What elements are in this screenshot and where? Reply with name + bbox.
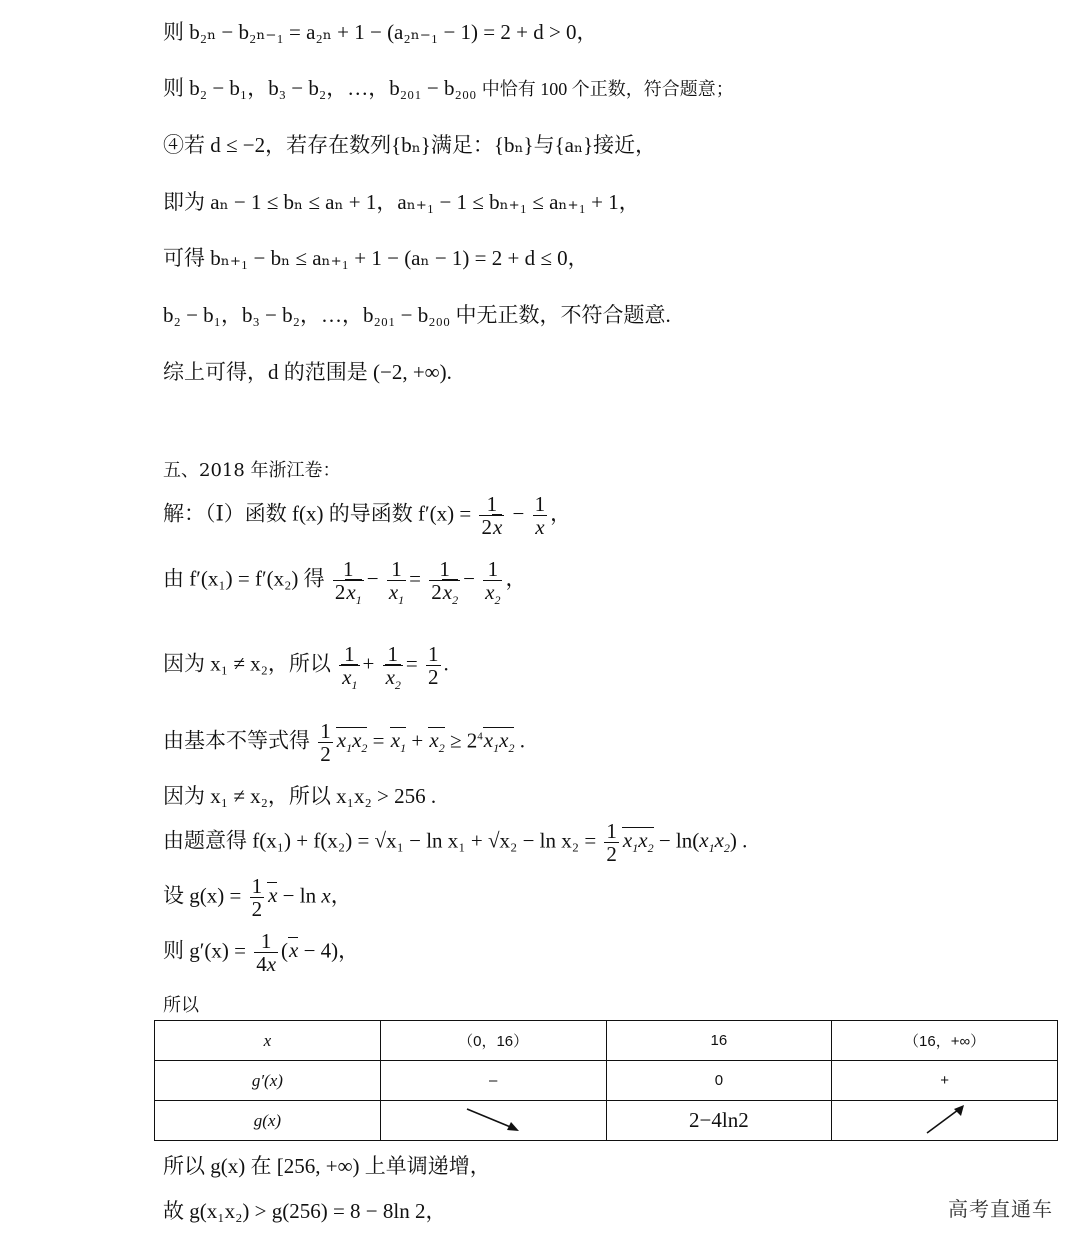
monotonicity-table <box>154 1020 1058 1141</box>
solution-line-7: 设 g(x) = $\frac{1}{2}$ x − ln x， <box>163 874 352 922</box>
fraction-d: $\frac{1}{x_2}$ <box>485 557 501 608</box>
value-minimum: 2−4ln2 <box>689 1108 749 1132</box>
decreasing-arrow-icon <box>463 1105 523 1133</box>
fraction-e: $\frac{1}{x_1}$ <box>339 643 359 688</box>
table-cell <box>606 1061 832 1101</box>
line-6-text: b₂ − b₁，b₃ − b₂，…，b₂₀₁ − b₂₀₀ 中无正数，不符合题意. <box>163 303 671 327</box>
table-cell <box>380 1061 606 1101</box>
solution-line-2-text: 由 f′(x₁) = f′(x₂) 得 <box>163 566 325 591</box>
line-2 <box>163 78 734 99</box>
section-heading <box>163 462 341 480</box>
solution-line-3-text: 因为 x₁ ≠ x₂，所以 <box>163 651 331 676</box>
fraction-b: $\frac{1}{x_1}$ <box>388 557 405 608</box>
table-row <box>155 1061 1058 1101</box>
table-cell <box>832 1021 1058 1061</box>
table-cell <box>832 1061 1058 1101</box>
fraction-g: $\frac{1}{2}$ <box>428 642 439 690</box>
solution-line-5-text: 因为 x₁ ≠ x₂，所以 x₁x₂ > 256 . <box>163 784 437 808</box>
increasing-arrow-icon <box>923 1102 967 1136</box>
sign-negative: – <box>488 1072 498 1089</box>
fraction-j: $\frac{1}{2}$ <box>251 874 263 922</box>
fraction-1-over-2sqrtx: $\frac{1}{2x}$ <box>481 492 503 540</box>
line-4 <box>163 192 640 213</box>
fraction-k: $\frac{1}{4x}$ <box>256 929 277 977</box>
solution-line-11 <box>163 1201 446 1222</box>
header-interval-1: （0，16） <box>458 1033 529 1050</box>
line-3 <box>163 135 656 156</box>
fraction-f: $\frac{1}{x_2}$ <box>383 643 403 688</box>
solution-line-10 <box>163 1156 491 1177</box>
line-1 <box>163 22 598 43</box>
line-4-text: 即为 aₙ − 1 ≤ bₙ ≤ aₙ + 1，aₙ₊₁ − 1 ≤ bₙ₊₁ ≤ aₙ₊₁ + 1， <box>163 190 640 214</box>
solution-line-4-text: 由基本不等式得 <box>163 728 310 753</box>
solution-line-5 <box>163 786 436 807</box>
table-cell <box>606 1021 832 1061</box>
table-cell <box>380 1101 606 1141</box>
solution-line-7-text: 设 g(x) = <box>163 883 242 908</box>
sign-positive: + <box>940 1072 949 1089</box>
table-cell <box>380 1021 606 1061</box>
solution-line-6-text: 由题意得 f(x₁) + f(x₂) = √x₁ − ln x₁ + √x₂ − ln x₂ = <box>163 828 597 853</box>
fraction-h: $\frac{1}{2}$ <box>320 719 331 767</box>
table-cell <box>155 1061 381 1101</box>
solution-line-8-text: 则 g′(x) = <box>163 938 246 963</box>
header-x: x <box>263 1030 272 1050</box>
table-cell <box>606 1101 832 1141</box>
header-16: 16 <box>710 1032 728 1049</box>
solution-line-8: 则 g′(x) = $\frac{1}{4x}$ (x − 4)， <box>163 929 360 977</box>
solution-line-9 <box>163 997 199 1015</box>
solution-line-1-text: 解：（Ⅰ）函数 f(x) 的导函数 f′(x) = <box>163 501 472 526</box>
line-3-text: ④若 d ≤ −2，若存在数列{bₙ}满足：{bₙ}与{aₙ}接近， <box>163 133 657 157</box>
value-zero: 0 <box>714 1072 724 1089</box>
fraction-a: $\frac{1}{2x_1}$ <box>334 557 362 608</box>
header-interval-2: （16，+∞） <box>904 1033 986 1050</box>
solution-line-2: 由 f′(x₁) = f′(x₂) 得 $\frac{1}{2x_1}$ − $\frac{1}{x_1}$ = $\frac{1}{2x_2}$ − $\frac{1}{x_2}$ ， <box>163 557 527 608</box>
fraction-1-over-x: $\frac{1}{x}$ <box>534 492 546 540</box>
table-cell <box>155 1101 381 1141</box>
fraction-c: $\frac{1}{2x_2}$ <box>431 557 459 608</box>
table-cell <box>832 1101 1058 1141</box>
fraction-i: $\frac{1}{2}$ <box>606 819 617 867</box>
line-7 <box>163 362 452 383</box>
solution-line-3: 因为 x₁ ≠ x₂，所以 $\frac{1}{x_1}$ + $\frac{1}{x_2}$ = $\frac{1}{2}$ . <box>163 642 449 693</box>
solution-line-10-text: 所以 g(x) 在 [256, +∞) 上单调递增， <box>163 1154 491 1178</box>
line-6 <box>163 305 671 326</box>
line-2-text: 中恰有 100 个正数，符合题意； <box>481 79 734 99</box>
watermark: 高考直通车 <box>948 1197 1053 1221</box>
line-7-text: 综上可得，d 的范围是 (−2, +∞). <box>163 360 452 384</box>
section-heading-text: 五、2018 年浙江卷： <box>163 460 341 481</box>
solution-line-1: 解：（Ⅰ）函数 f(x) 的导函数 f′(x) = $\frac{1}{2x}$ − $\frac{1}{x}$ ， <box>163 492 572 540</box>
table-header-row <box>155 1021 1058 1061</box>
solution-line-6: 由题意得 f(x₁) + f(x₂) = √x₁ − ln x₁ + √x₂ − ln x₂ = $\frac{1}{2}$ $x_1x_2 - \ln(x_1x_2)$ . <box>163 819 748 867</box>
table-row <box>155 1101 1058 1141</box>
solution-line-9-text: 所以 <box>163 995 199 1016</box>
solution-line-11-text: 故 g(x₁x₂) > g(256) = 8 − 8ln 2， <box>163 1199 447 1223</box>
row-label-gprime: g′(x) <box>251 1070 283 1090</box>
line-2-math: 则 b₂ − b₁，b₃ − b₂，…，b₂₀₁ − b₂₀₀ <box>163 76 477 100</box>
row-label-g: g(x) <box>253 1110 282 1130</box>
line-5-text: 可得 bₙ₊₁ − bₙ ≤ aₙ₊₁ + 1 − (aₙ − 1) = 2 + d ≤ 0， <box>163 246 589 270</box>
line-5 <box>163 248 589 269</box>
line-1-text: 则 b₂ₙ − b₂ₙ₋₁ = a₂ₙ + 1 − (a₂ₙ₋₁ − 1) = 2 + d > 0， <box>163 20 598 44</box>
table-cell <box>155 1021 381 1061</box>
solution-line-4: 由基本不等式得 $\frac{1}{2}$ $x_1x_2 = x_1 + x_2 \ge 2^4x_1x_2$ . <box>163 719 525 767</box>
